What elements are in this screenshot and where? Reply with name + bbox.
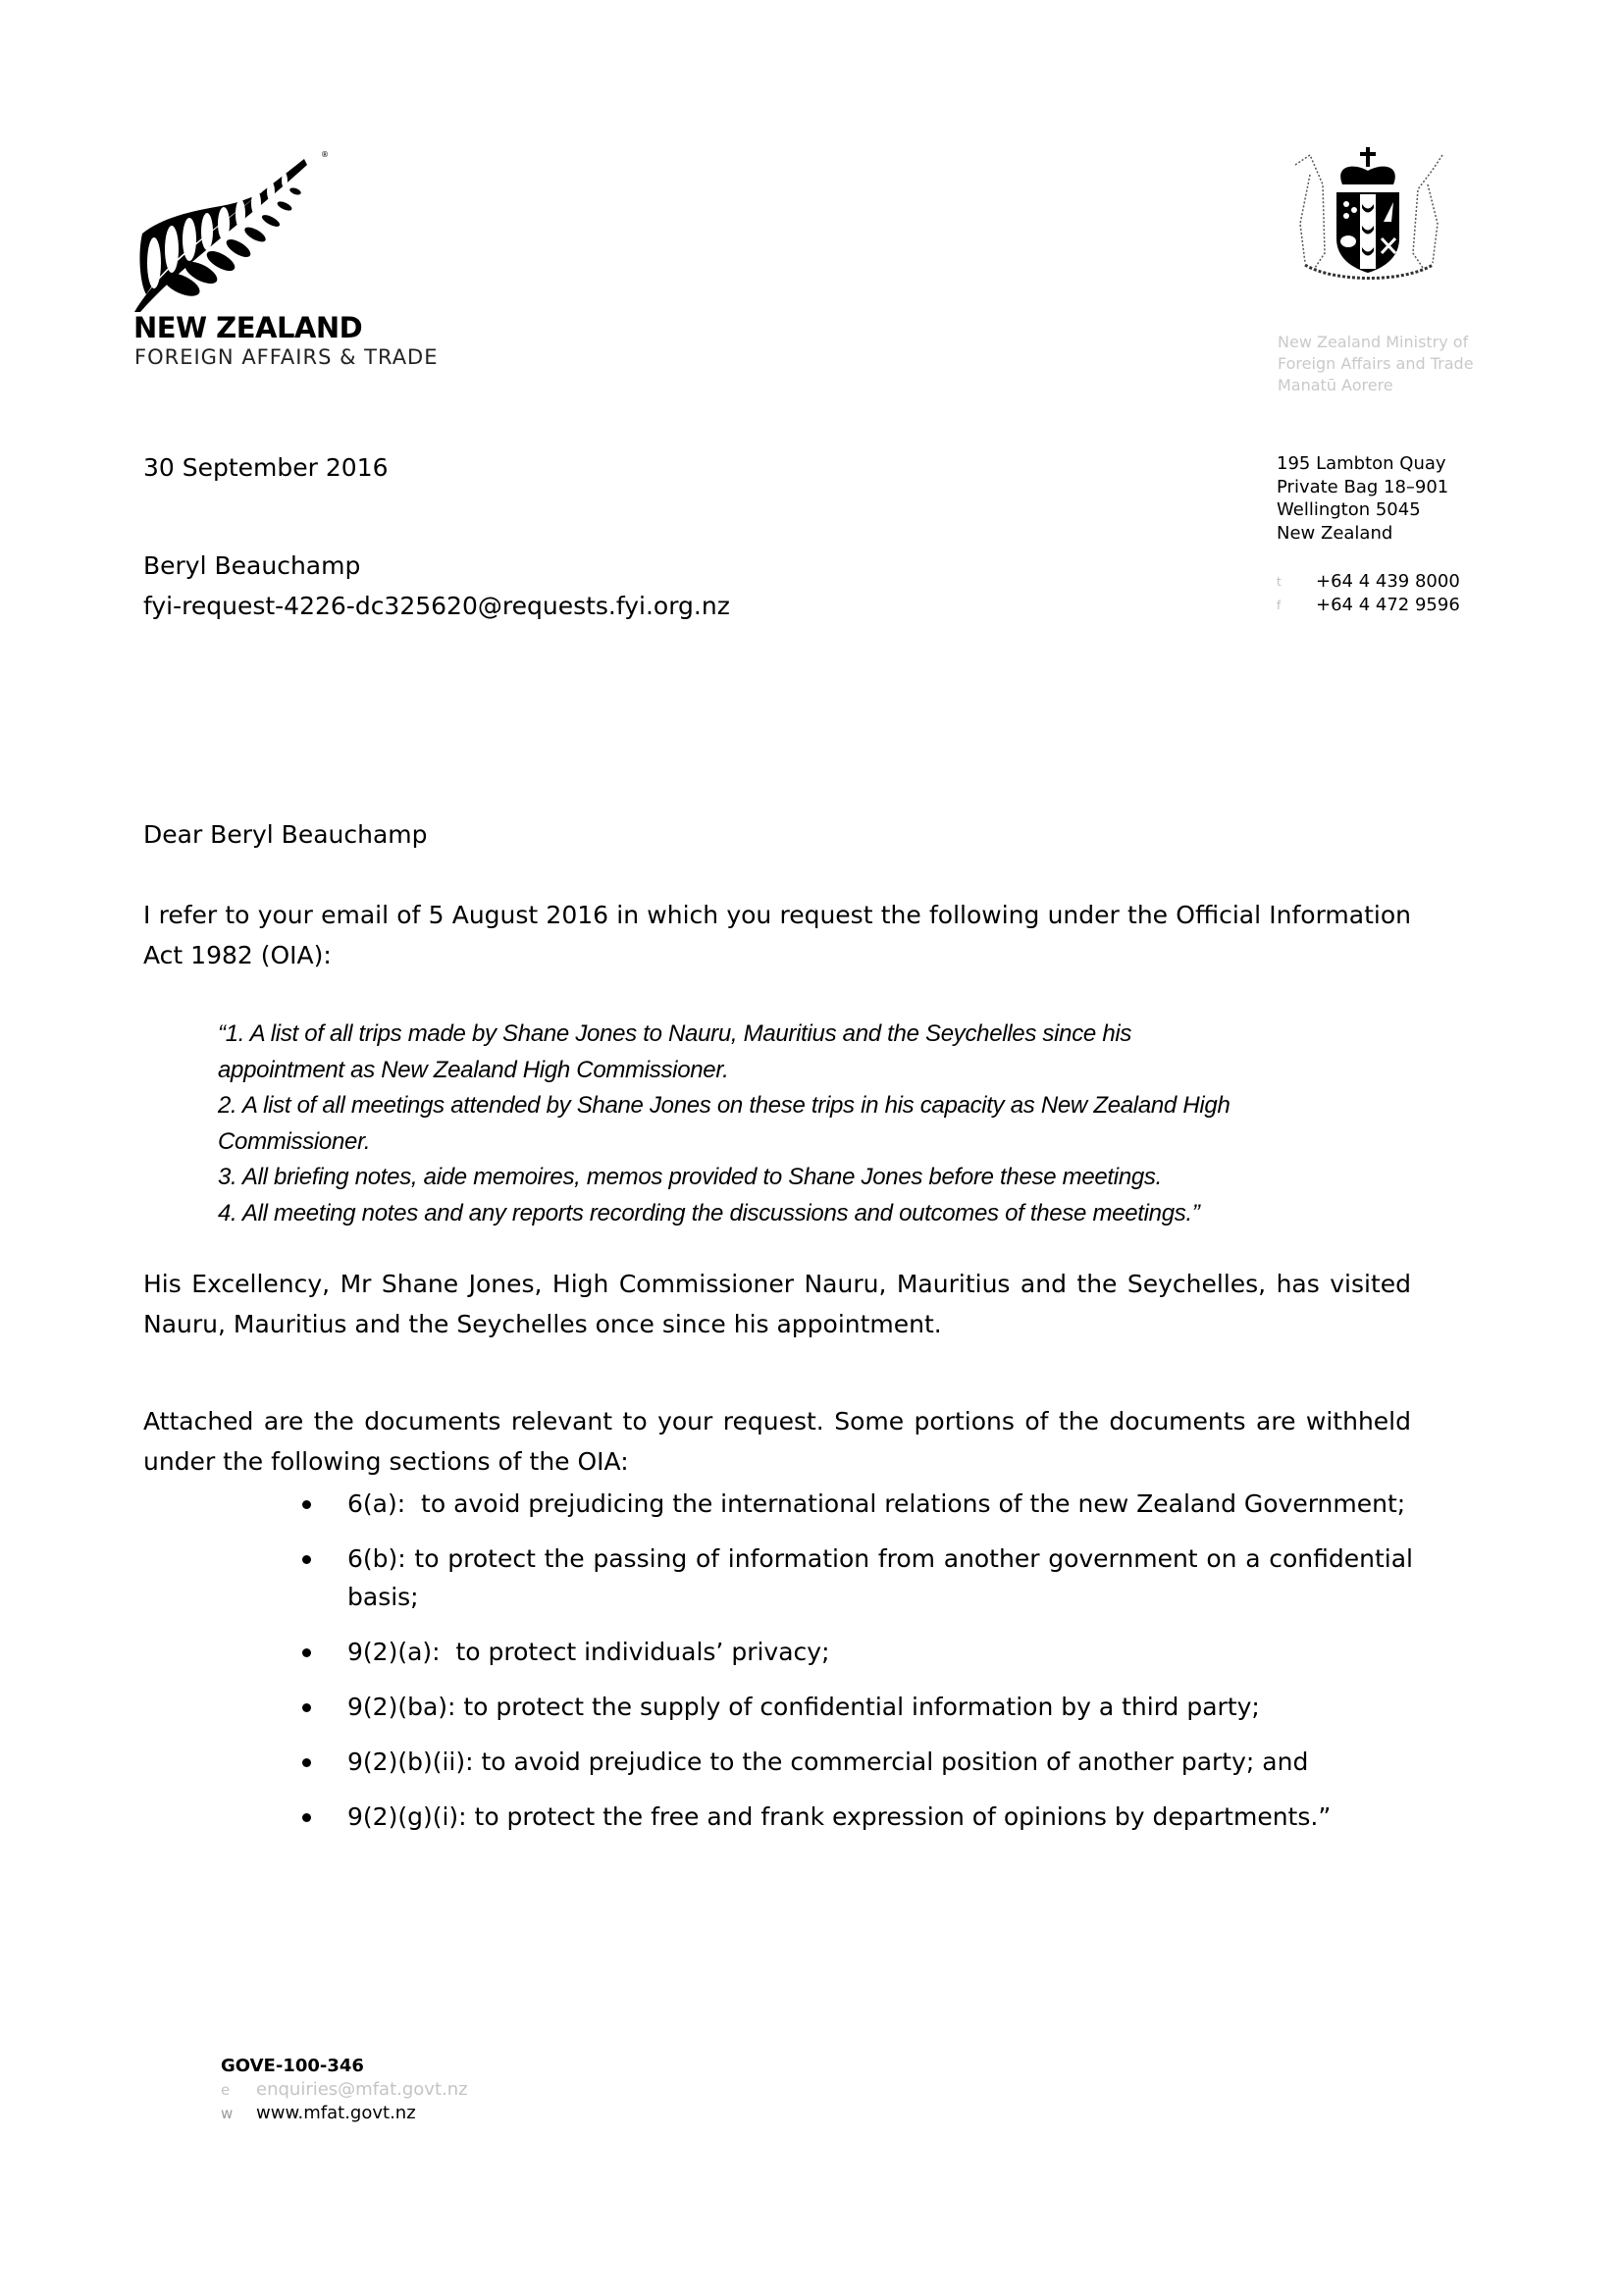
fax-row	[1277, 594, 1460, 617]
salutation: Dear Beryl Beauchamp	[143, 820, 428, 849]
paragraph-visits: His Excellency, Mr Shane Jones, High Commissioner Nauru, Mauritius and the Seychelles, has visited Nauru, Mauritius and the Seychelles once since his appointment.	[143, 1270, 1411, 1338]
recipient-email: fyi-request-4226-dc325620@requests.fyi.org.nz	[143, 592, 730, 620]
brand-title: NEW ZEALAND	[133, 311, 363, 344]
list-item: 9(2)(ba): to protect the supply of confidential information by a third party;	[294, 1688, 1413, 1726]
paragraph-attachments: Attached are the documents relevant to your request. Some portions of the documents are withheld under the following sections of the OIA:	[143, 1407, 1411, 1476]
withholding-grounds-list	[294, 1485, 1413, 1852]
list-item: 9(2)(a): to protect individuals’ privacy;	[294, 1633, 1413, 1671]
list-item: 9(2)(b)(ii): to avoid prejudice to the commercial position of another party; and	[294, 1743, 1413, 1781]
list-item: 6(a): to avoid prejudicing the international relations of the new Zealand Government;	[294, 1485, 1413, 1523]
footer	[221, 2055, 468, 2125]
web-label: w	[221, 2105, 234, 2122]
footer-web-row	[221, 2102, 468, 2125]
quote-line: 2. A list of all meetings attended by Shane Jones on these trips in his capacity as New Zealand High	[218, 1092, 1230, 1120]
phone-label: t	[1277, 575, 1282, 589]
document-reference: GOVE-100-346	[221, 2056, 364, 2076]
bullet-icon	[302, 1703, 311, 1712]
recipient-name: Beryl Beauchamp	[143, 551, 361, 580]
quote-line: Commissioner.	[218, 1127, 371, 1155]
silver-fern-icon	[132, 147, 334, 314]
ministry-address: 195 Lambton Quay Private Bag 18–901 Wellington 5045 New Zealand	[1277, 453, 1449, 544]
fax-label: f	[1277, 599, 1282, 612]
contact-numbers	[1277, 570, 1460, 617]
phone-row	[1277, 570, 1460, 594]
bullet-icon	[302, 1813, 311, 1822]
fax-number: +64 4 472 9596	[1316, 595, 1460, 615]
bullet-icon	[302, 1555, 311, 1564]
ministry-name: New Zealand Ministry of Foreign Affairs and Trade Manatū Aorere	[1278, 333, 1474, 394]
quoted-request	[218, 1017, 1435, 1232]
footer-email-row	[221, 2078, 468, 2102]
list-item: 6(b): to protect the passing of information from another government on a confidential basis;	[294, 1539, 1413, 1616]
footer-website: www.mfat.govt.nz	[256, 2103, 416, 2123]
bullet-icon	[302, 1648, 311, 1657]
footer-email: enquiries@mfat.govt.nz	[256, 2079, 468, 2100]
quote-line: 3. All briefing notes, aide memoires, memos provided to Shane Jones before these meetings.	[218, 1164, 1162, 1191]
list-item: 9(2)(g)(i): to protect the free and frank expression of opinions by departments.”	[294, 1798, 1413, 1836]
quote-line: “1. A list of all trips made by Shane Jones to Nauru, Mauritius and the Seychelles since his	[218, 1020, 1132, 1047]
quote-line: appointment as New Zealand High Commissioner.	[218, 1056, 729, 1083]
brand-subtitle: FOREIGN AFFAIRS & TRADE	[134, 345, 439, 369]
bullet-icon	[302, 1500, 311, 1509]
paragraph-request-reference: I refer to your email of 5 August 2016 in which you request the following under the Official Information Act 1982 (OIA):	[143, 901, 1411, 969]
quote-line: 4. All meeting notes and any reports recording the discussions and outcomes of these meetings.”	[218, 1199, 1200, 1226]
nz-coat-of-arms-icon	[1276, 145, 1462, 283]
letter-date: 30 September 2016	[143, 453, 389, 482]
email-label: e	[221, 2081, 231, 2099]
svg-text:®: ®	[321, 150, 329, 159]
bullet-icon	[302, 1758, 311, 1767]
recipient-block	[143, 546, 730, 626]
phone-number: +64 4 439 8000	[1316, 571, 1460, 592]
